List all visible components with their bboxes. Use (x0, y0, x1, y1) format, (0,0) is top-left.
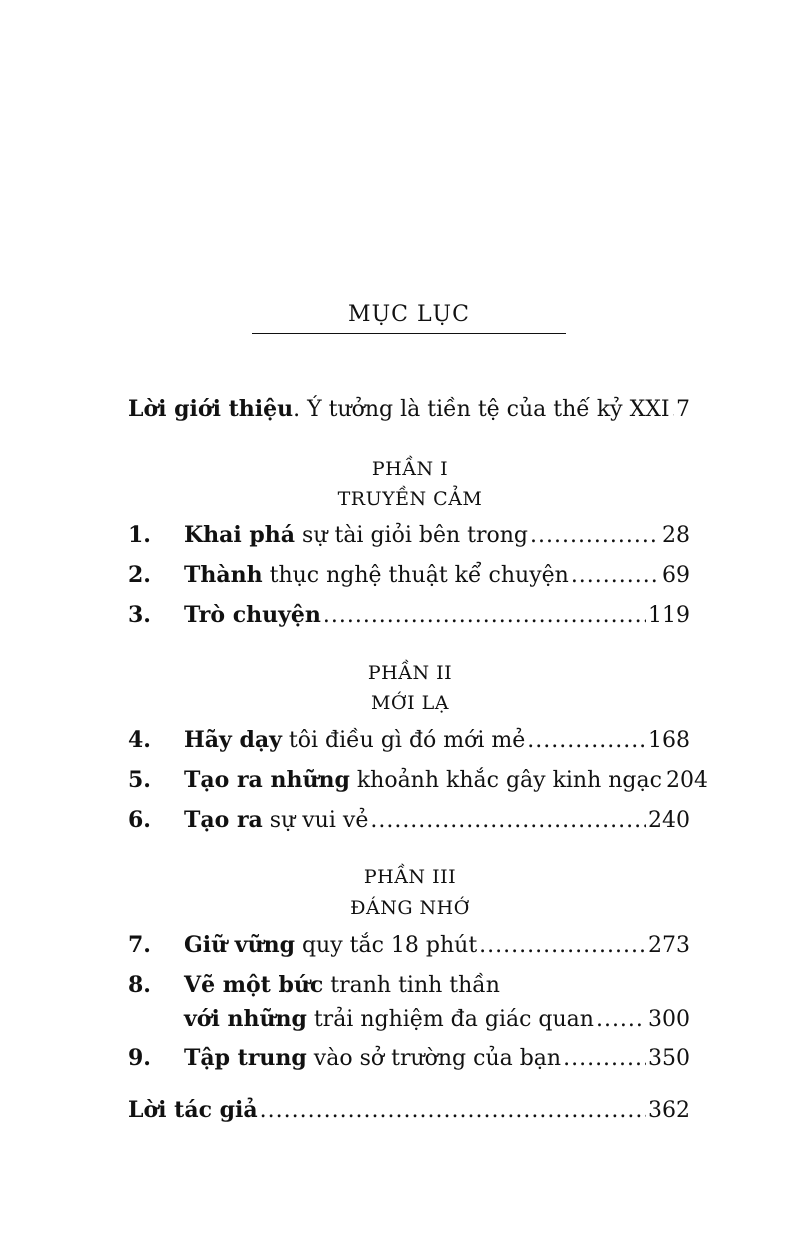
chapter-number: 3. (128, 602, 151, 628)
chapter-title: trải nghiệm đa giác quan (306, 1007, 594, 1032)
chapter-title-bold: với những (184, 1006, 307, 1032)
chapter-title: khoảnh khắc gây kinh ngạc (349, 768, 662, 793)
toc-entry-text (128, 396, 670, 422)
toc-page-number: 362 (648, 1098, 690, 1123)
toc-entry-text (184, 972, 500, 998)
toc-entry-label: Lời tác giả (128, 1097, 258, 1123)
toc-entry-text (184, 522, 528, 548)
toc-entry-text (184, 807, 368, 833)
chapter-title-bold: Tập trung (184, 1045, 307, 1071)
part-subtitle: MỚI LẠ (371, 692, 449, 714)
leader-dots (323, 603, 646, 628)
part-heading: PHẦN II (367, 662, 453, 684)
toc-entry[interactable] (128, 1045, 690, 1079)
toc-page-number: 204 (665, 768, 708, 793)
chapter-title: tranh tinh thần (323, 973, 500, 998)
toc-entry[interactable] (128, 807, 690, 841)
leader-dots (527, 728, 646, 753)
chapter-title-bold: Vẽ một bức (184, 972, 324, 998)
chapter-number: 6. (128, 807, 151, 833)
toc-entry-text (184, 727, 525, 753)
toc-entry[interactable] (128, 727, 690, 761)
chapter-title-bold: Hãy dạy (184, 727, 282, 753)
chapter-number: 8. (128, 972, 151, 998)
toc-entry-line2[interactable] (128, 1006, 690, 1040)
toc-page-number: 168 (648, 728, 690, 753)
chapter-number: 9. (128, 1045, 151, 1071)
leader-dots (479, 933, 646, 958)
toc-entry-afterword[interactable] (128, 1097, 690, 1131)
toc-entry-text (184, 767, 662, 793)
toc-entry-label: Lời giới thiệu (128, 396, 294, 422)
toc-entry-text (184, 932, 477, 958)
toc-page-number: 240 (648, 808, 690, 833)
toc-page-number: 7 (676, 397, 690, 422)
chapter-title-bold: Trò chuyện (184, 602, 321, 628)
chapter-title: sự tài giỏi bên trong (295, 523, 528, 548)
chapter-title-bold: Giữ vững (184, 932, 295, 958)
toc-entry-text (184, 562, 569, 588)
leader-dots (530, 523, 660, 548)
toc-entry-text (184, 602, 321, 628)
chapter-title: quy tắc 18 phút (294, 933, 478, 958)
toc-entry[interactable] (128, 602, 690, 636)
leader-dots (563, 1046, 646, 1071)
toc-page-number: 350 (648, 1046, 690, 1071)
toc-entry[interactable] (128, 767, 708, 801)
chapter-title: vào sở trường của bạn (306, 1046, 562, 1071)
toc-entry-line1[interactable] (128, 972, 690, 1006)
toc-entry[interactable] (128, 522, 690, 556)
chapter-number: 2. (128, 562, 151, 588)
toc-entry[interactable] (128, 932, 690, 966)
leader-dots (370, 808, 646, 833)
toc-entry-intro[interactable] (128, 396, 690, 430)
leader-dots (596, 1007, 646, 1032)
chapter-number: 4. (128, 727, 151, 753)
chapter-title-bold: Khai phá (184, 522, 296, 548)
part-subtitle: ĐÁNG NHỚ (350, 897, 470, 919)
chapter-title-bold: Thành (184, 562, 263, 588)
toc-page-number: 300 (648, 1007, 690, 1032)
leader-dots (672, 397, 674, 422)
leader-dots (260, 1098, 646, 1123)
chapter-title: thục nghệ thuật kể chuyện (262, 563, 569, 588)
toc-page-number: 273 (648, 933, 690, 958)
chapter-title-bold: Tạo ra những (184, 767, 350, 793)
chapter-title-bold: Tạo ra (184, 807, 263, 833)
leader-dots (571, 563, 660, 588)
page-title: MỤC LỤC (252, 302, 566, 334)
toc-page-number: 28 (662, 523, 690, 548)
part-heading: PHẦN III (363, 866, 457, 888)
chapter-title: sự vui vẻ (262, 808, 369, 833)
chapter-title: tôi điều gì đó mới mẻ (281, 728, 526, 753)
part-subtitle: TRUYỀN CẢM (337, 488, 483, 510)
toc-entry-text (184, 1045, 561, 1071)
toc-page-number: 69 (662, 563, 690, 588)
toc-page-number: 119 (648, 603, 690, 628)
chapter-number: 1. (128, 522, 151, 548)
toc-entry-text (128, 1006, 594, 1032)
chapter-number: 5. (128, 767, 151, 793)
chapter-number: 7. (128, 932, 151, 958)
toc-entry[interactable] (128, 562, 690, 596)
part-heading: PHẦN I (371, 458, 449, 480)
toc-entry-title: . Ý tưởng là tiền tệ của thế kỷ XXI (293, 397, 670, 422)
